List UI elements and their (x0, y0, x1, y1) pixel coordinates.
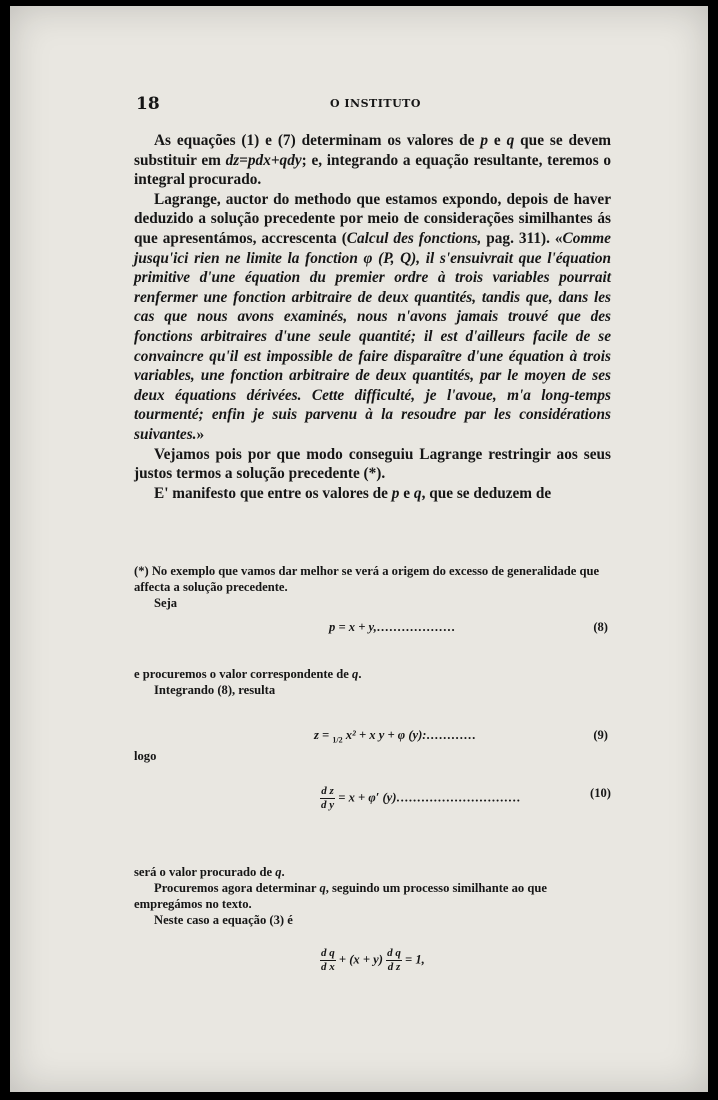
equation-9: z = $_{1/2}$ x² + x y + φ (y):............ (9) (314, 728, 608, 745)
fraction-dq-dx: $\frac{\text{d q}}{\text{d x}}$ (321, 947, 335, 973)
paragraph-2: Lagrange, auctor do methodo que estamos expondo, depois de haver deduzido a solução precedente por meio de considerações similhantes ás que apresentámos, accrescenta (Calcul des fonctions, pag. 311). «Comme jusqu'ici rien ne limite la fonction φ (P, Q), il s'ensuivrait que l'équation primitive d'une équation du premier ordre à trois variables pourrait renfermer une fonction arbitraire de deux quantités, tandis que, dans les cas que nous avons examinés, nous n'avons jamais trouvé que des fonctions arbitraires d'une seule quantité; il est d'ailleurs facile de se convaincre qu'il est impossible de faire disparaître d'une équation à trois variables, une fonction arbitraire de deux quantités, par le moyen de ses deux équations dérivées. Cette difficulté, je l'avoue, m'a long-temps tourmenté; enfin je suis parvenu à la resoudre par les considérations suivantes.» (134, 190, 611, 443)
paragraph-1: As equações (1) e (7) determinam os valores de p e q que se devem substituir em dz=pdx+qdy; e, integrando a equação resultante, teremos o integral procurado. (134, 132, 611, 189)
footnote-neste-caso: Neste caso a equação (3) é (154, 913, 293, 927)
footnote-procuremos-agora: Procuremos agora determinar q, seguindo um processo similhante ao que empregámos no texto. (134, 881, 547, 911)
page-header (10, 94, 708, 118)
main-text (134, 131, 611, 503)
running-title: O INSTITUTO (330, 97, 421, 110)
equation-10: $\frac{\text{d z}}{\text{d y}}$ = x + φ′ (y).............................. (10) (321, 785, 611, 811)
footnote (134, 563, 611, 973)
paragraph-3: Vejamos pois por que modo conseguiu Lagrange restringir aos seus justos termos a solução precedente (*). (134, 445, 611, 483)
fraction-dq-dz: $\frac{\text{d q}}{\text{d z}}$ (387, 947, 401, 973)
footnote-sera: será o valor procurado de q. (134, 865, 285, 879)
lagrange-quote: Comme jusqu'ici rien ne limite la fonction φ (P, Q), il s'ensuivrait que l'équation primitive d'une équation du premier ordre à trois variables pourrait renfermer une fonction arbitraire de deux quantités, tandis que, dans les cas que nous avons examinés, nous n'avons jamais trouvé que des fonctions arbitraires d'une seule quantité; il est d'ailleurs facile de se convaincre qu'il est impossible de faire disparaître d'une équation à trois variables, une fonction arbitraire de deux quantités, par le moyen de ses deux équations dérivées. Cette difficulté, je l'avoue, m'a long-temps tourmenté; enfin je suis parvenu à la resoudre par les considérations suivantes. (134, 229, 611, 443)
document-page (10, 6, 708, 1092)
fraction-dz-dy: $\frac{\text{d z}}{\text{d y}}$ (321, 785, 335, 811)
footnote-seja: Seja (154, 596, 178, 610)
footnote-logo: logo (134, 749, 157, 763)
footnote-intro: (*) No exemplo que vamos dar melhor se verá a origem do excesso de generalidade que affecta a solução precedente. (134, 564, 600, 594)
footnote-procuremos: e procuremos o valor correspondente de q. (134, 667, 362, 681)
equation-final: $\frac{\text{d q}}{\text{d x}}$ + (x + y) $\frac{\text{d q}}{\text{d z}}$ = 1, (321, 947, 425, 973)
equation-8: p = x + y,................... (8) (329, 620, 608, 634)
paragraph-4: E' manifesto que entre os valores de p e q, que se deduzem de (154, 484, 552, 502)
footnote-integrando: Integrando (8), resulta (154, 683, 276, 697)
page-number: 18 (136, 94, 160, 114)
